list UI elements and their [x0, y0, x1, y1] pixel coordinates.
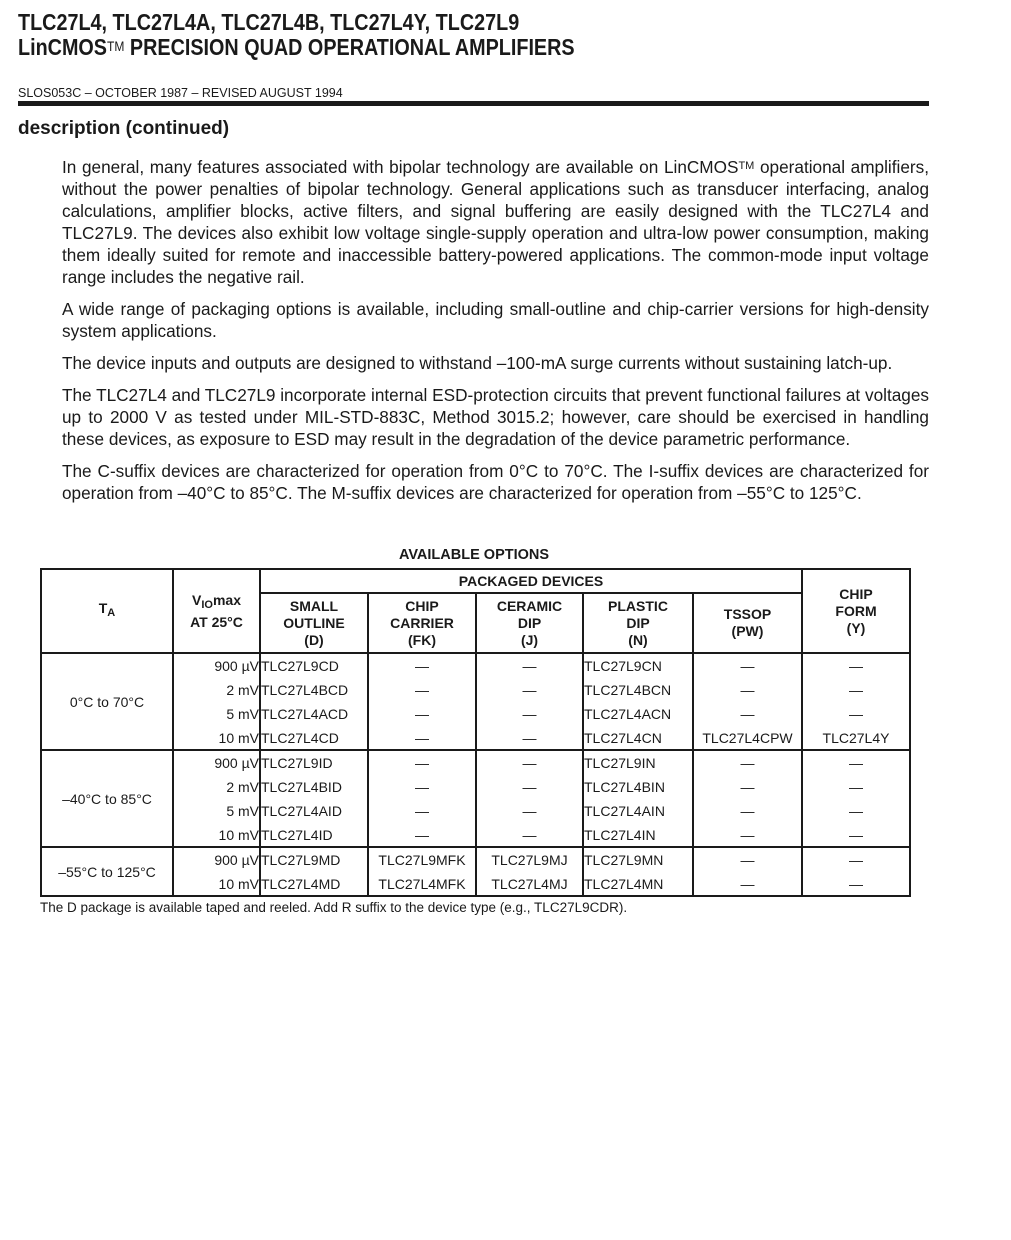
vio-sub: IO — [201, 598, 213, 611]
n-line-1: PLASTIC — [608, 597, 668, 614]
title-line-1: TLC27L4, TLC27L4A, TLC27L4B, TLC27L4Y, TLC27L9 — [18, 9, 520, 35]
fk-line-3: (FK) — [408, 631, 436, 648]
pw-line-2: (PW) — [731, 623, 764, 639]
title-rest: PRECISION QUAD OPERATIONAL AMPLIFIERS — [124, 34, 575, 60]
trademark-mark: TM — [107, 38, 125, 54]
plastic-dip-cell: TLC27L4MN — [583, 872, 693, 896]
vio-max-cell: 2 mV — [173, 678, 260, 702]
chip-carrier-cell: — — [368, 799, 476, 823]
temperature-range: –40°C to 85°C — [41, 750, 173, 847]
so-line-2: OUTLINE — [283, 614, 345, 631]
j-line-1: CERAMIC — [496, 597, 563, 614]
small-outline-cell: TLC27L9CD — [260, 653, 368, 678]
chip-form-header — [802, 569, 910, 653]
vio-rest: max — [212, 591, 241, 608]
table-caption: AVAILABLE OPTIONS — [398, 547, 550, 563]
small-outline-cell: TLC27L4BID — [260, 775, 368, 799]
table-row — [41, 847, 910, 872]
ceramic-dip-cell: — — [476, 726, 583, 750]
chip-carrier-cell: — — [368, 750, 476, 775]
tssop-cell: — — [693, 775, 802, 799]
vio-max-cell: 900 µV — [173, 847, 260, 872]
tssop-cell: — — [693, 823, 802, 847]
paragraph-5: The C-suffix devices are characterized for operation from 0°C to 70°C. The I-suffix devices are characterized for operation from –40°C to 85°C. The M-suffix devices are characterized for operation from –55°C to 125°C. — [62, 461, 929, 503]
ceramic-dip-cell: — — [476, 823, 583, 847]
tssop-cell: — — [693, 678, 802, 702]
fk-line-1: CHIP — [405, 597, 439, 614]
ta-main: T — [98, 600, 108, 616]
ta-header — [41, 569, 173, 653]
y-line-1: CHIP — [839, 585, 873, 602]
chip-form-cell: — — [802, 678, 910, 702]
plastic-dip-cell: TLC27L9MN — [583, 847, 693, 872]
description-body — [62, 156, 929, 504]
chip-carrier-cell: TLC27L4MFK — [368, 872, 476, 896]
chip-form-cell: — — [802, 750, 910, 775]
temperature-range: –55°C to 125°C — [41, 847, 173, 896]
chip-form-cell: — — [802, 702, 910, 726]
table-footnote: The D package is available taped and reeled. Add R suffix to the device type (e.g., TLC27L9CDR). — [40, 900, 628, 915]
tssop-cell: — — [693, 799, 802, 823]
ceramic-dip-cell: — — [476, 702, 583, 726]
tssop-cell: TLC27L4CPW — [693, 726, 802, 750]
n-line-3: (N) — [628, 631, 648, 648]
chip-carrier-cell: — — [368, 775, 476, 799]
ceramic-dip-cell: — — [476, 750, 583, 775]
title-line-2 — [18, 35, 792, 60]
paragraph-4: The TLC27L4 and TLC27L9 incorporate internal ESD-protection circuits that prevent functional failures at voltages up to 2000 V as tested under MIL-STD-883C, Method 3015.2; however, care should be exercised in handling these devices, as exposure to ESD may result in the degradation of the device parametric performance. — [62, 385, 929, 449]
table-row — [41, 653, 910, 678]
plastic-dip-cell: TLC27L4AIN — [583, 799, 693, 823]
chip-form-cell: — — [802, 775, 910, 799]
vio-line-1 — [174, 592, 259, 614]
small-outline-cell: TLC27L9MD — [260, 847, 368, 872]
chip-carrier-cell: — — [368, 653, 476, 678]
ceramic-dip-cell: — — [476, 799, 583, 823]
vio-max-cell: 10 mV — [173, 823, 260, 847]
y-line-2: FORM — [835, 602, 877, 619]
table-row — [41, 750, 910, 775]
header-rule — [18, 101, 929, 106]
j-line-3: (J) — [520, 631, 539, 648]
plastic-dip-cell: TLC27L9IN — [583, 750, 693, 775]
chip-carrier-cell: — — [368, 726, 476, 750]
paragraph-3: The device inputs and outputs are designed to withstand –100-mA surge currents without sustaining latch-up. — [62, 353, 893, 373]
ceramic-dip-cell: — — [476, 775, 583, 799]
y-line-3: (Y) — [846, 619, 866, 636]
trademark-mark: TM — [738, 160, 755, 172]
plastic-dip-cell: TLC27L4BIN — [583, 775, 693, 799]
tssop-header — [693, 593, 802, 653]
small-outline-cell: TLC27L4ACD — [260, 702, 368, 726]
tssop-cell: — — [693, 872, 802, 896]
packaged-devices-header: PACKAGED DEVICES — [260, 569, 802, 593]
plastic-dip-header — [583, 593, 693, 653]
fk-line-2: CARRIER — [390, 614, 454, 631]
ceramic-dip-cell: TLC27L9MJ — [476, 847, 583, 872]
tssop-cell: — — [693, 847, 802, 872]
temperature-range: 0°C to 70°C — [41, 653, 173, 750]
tssop-cell: — — [693, 653, 802, 678]
n-line-2: DIP — [626, 614, 650, 631]
ta-sub: A — [107, 607, 116, 619]
small-outline-cell: TLC27L4CD — [260, 726, 368, 750]
so-line-3: (D) — [304, 631, 324, 648]
so-line-1: SMALL — [289, 597, 339, 614]
vio-header — [173, 569, 260, 653]
chip-form-cell: — — [802, 823, 910, 847]
vio-line-2: AT 25°C — [190, 613, 243, 630]
paragraph-2: A wide range of packaging options is available, including small-outline and chip-carrier versions for high-density system applications. — [62, 299, 929, 341]
j-line-2: DIP — [517, 614, 542, 631]
chip-carrier-cell: — — [368, 702, 476, 726]
chip-form-cell: — — [802, 847, 910, 872]
chip-form-cell: — — [802, 799, 910, 823]
plastic-dip-cell: TLC27L4ACN — [583, 702, 693, 726]
p1-start: In general, many features associated with bipolar technology are available on LinCMOS — [62, 157, 739, 177]
plastic-dip-cell: TLC27L4BCN — [583, 678, 693, 702]
chip-form-cell: — — [802, 653, 910, 678]
vio-max-cell: 10 mV — [173, 872, 260, 896]
tssop-cell: — — [693, 702, 802, 726]
vio-max-cell: 900 µV — [173, 750, 260, 775]
plastic-dip-cell: TLC27L4CN — [583, 726, 693, 750]
document-title — [18, 10, 792, 60]
small-outline-cell: TLC27L4BCD — [260, 678, 368, 702]
paragraph-1 — [62, 156, 929, 288]
small-outline-header — [260, 593, 368, 653]
section-heading: description (continued) — [18, 118, 230, 139]
p1-rest: operational amplifiers, without the power penalties of bipolar technology. General applications such as transducer interfacing, analog calculations, amplifier blocks, active filters, and signal buffering are easily designed with the TLC27L4 and TLC27L9. The devices also exhibit low voltage single-supply operation and ultra-low power consumption, making them ideally suited for remote and inaccessible battery-powered applications. The common-mode input voltage range includes the negative rail. — [62, 157, 929, 287]
chip-form-cell: — — [802, 872, 910, 896]
title-lincmos: LinCMOS — [18, 34, 108, 60]
vio-max-cell: 10 mV — [173, 726, 260, 750]
ceramic-dip-header — [476, 593, 583, 653]
plastic-dip-cell: TLC27L4IN — [583, 823, 693, 847]
vio-main: V — [192, 591, 202, 608]
small-outline-cell: TLC27L4ID — [260, 823, 368, 847]
options-body — [41, 653, 910, 896]
small-outline-cell: TLC27L4MD — [260, 872, 368, 896]
vio-max-cell: 5 mV — [173, 799, 260, 823]
plastic-dip-cell: TLC27L9CN — [583, 653, 693, 678]
doc-number: SLOS053C – OCTOBER 1987 – REVISED AUGUST 1994 — [18, 86, 343, 100]
small-outline-cell: TLC27L4AID — [260, 799, 368, 823]
chip-carrier-cell: TLC27L9MFK — [368, 847, 476, 872]
chip-form-cell: TLC27L4Y — [802, 726, 910, 750]
chip-carrier-cell: — — [368, 678, 476, 702]
small-outline-cell: TLC27L9ID — [260, 750, 368, 775]
ceramic-dip-cell: — — [476, 678, 583, 702]
ceramic-dip-cell: — — [476, 653, 583, 678]
available-options-table — [40, 568, 911, 897]
chip-carrier-cell: — — [368, 823, 476, 847]
vio-max-cell: 2 mV — [173, 775, 260, 799]
chip-carrier-header — [368, 593, 476, 653]
tssop-cell: — — [693, 750, 802, 775]
ceramic-dip-cell: TLC27L4MJ — [476, 872, 583, 896]
vio-max-cell: 900 µV — [173, 653, 260, 678]
vio-max-cell: 5 mV — [173, 702, 260, 726]
pw-line-1: TSSOP — [723, 606, 772, 622]
